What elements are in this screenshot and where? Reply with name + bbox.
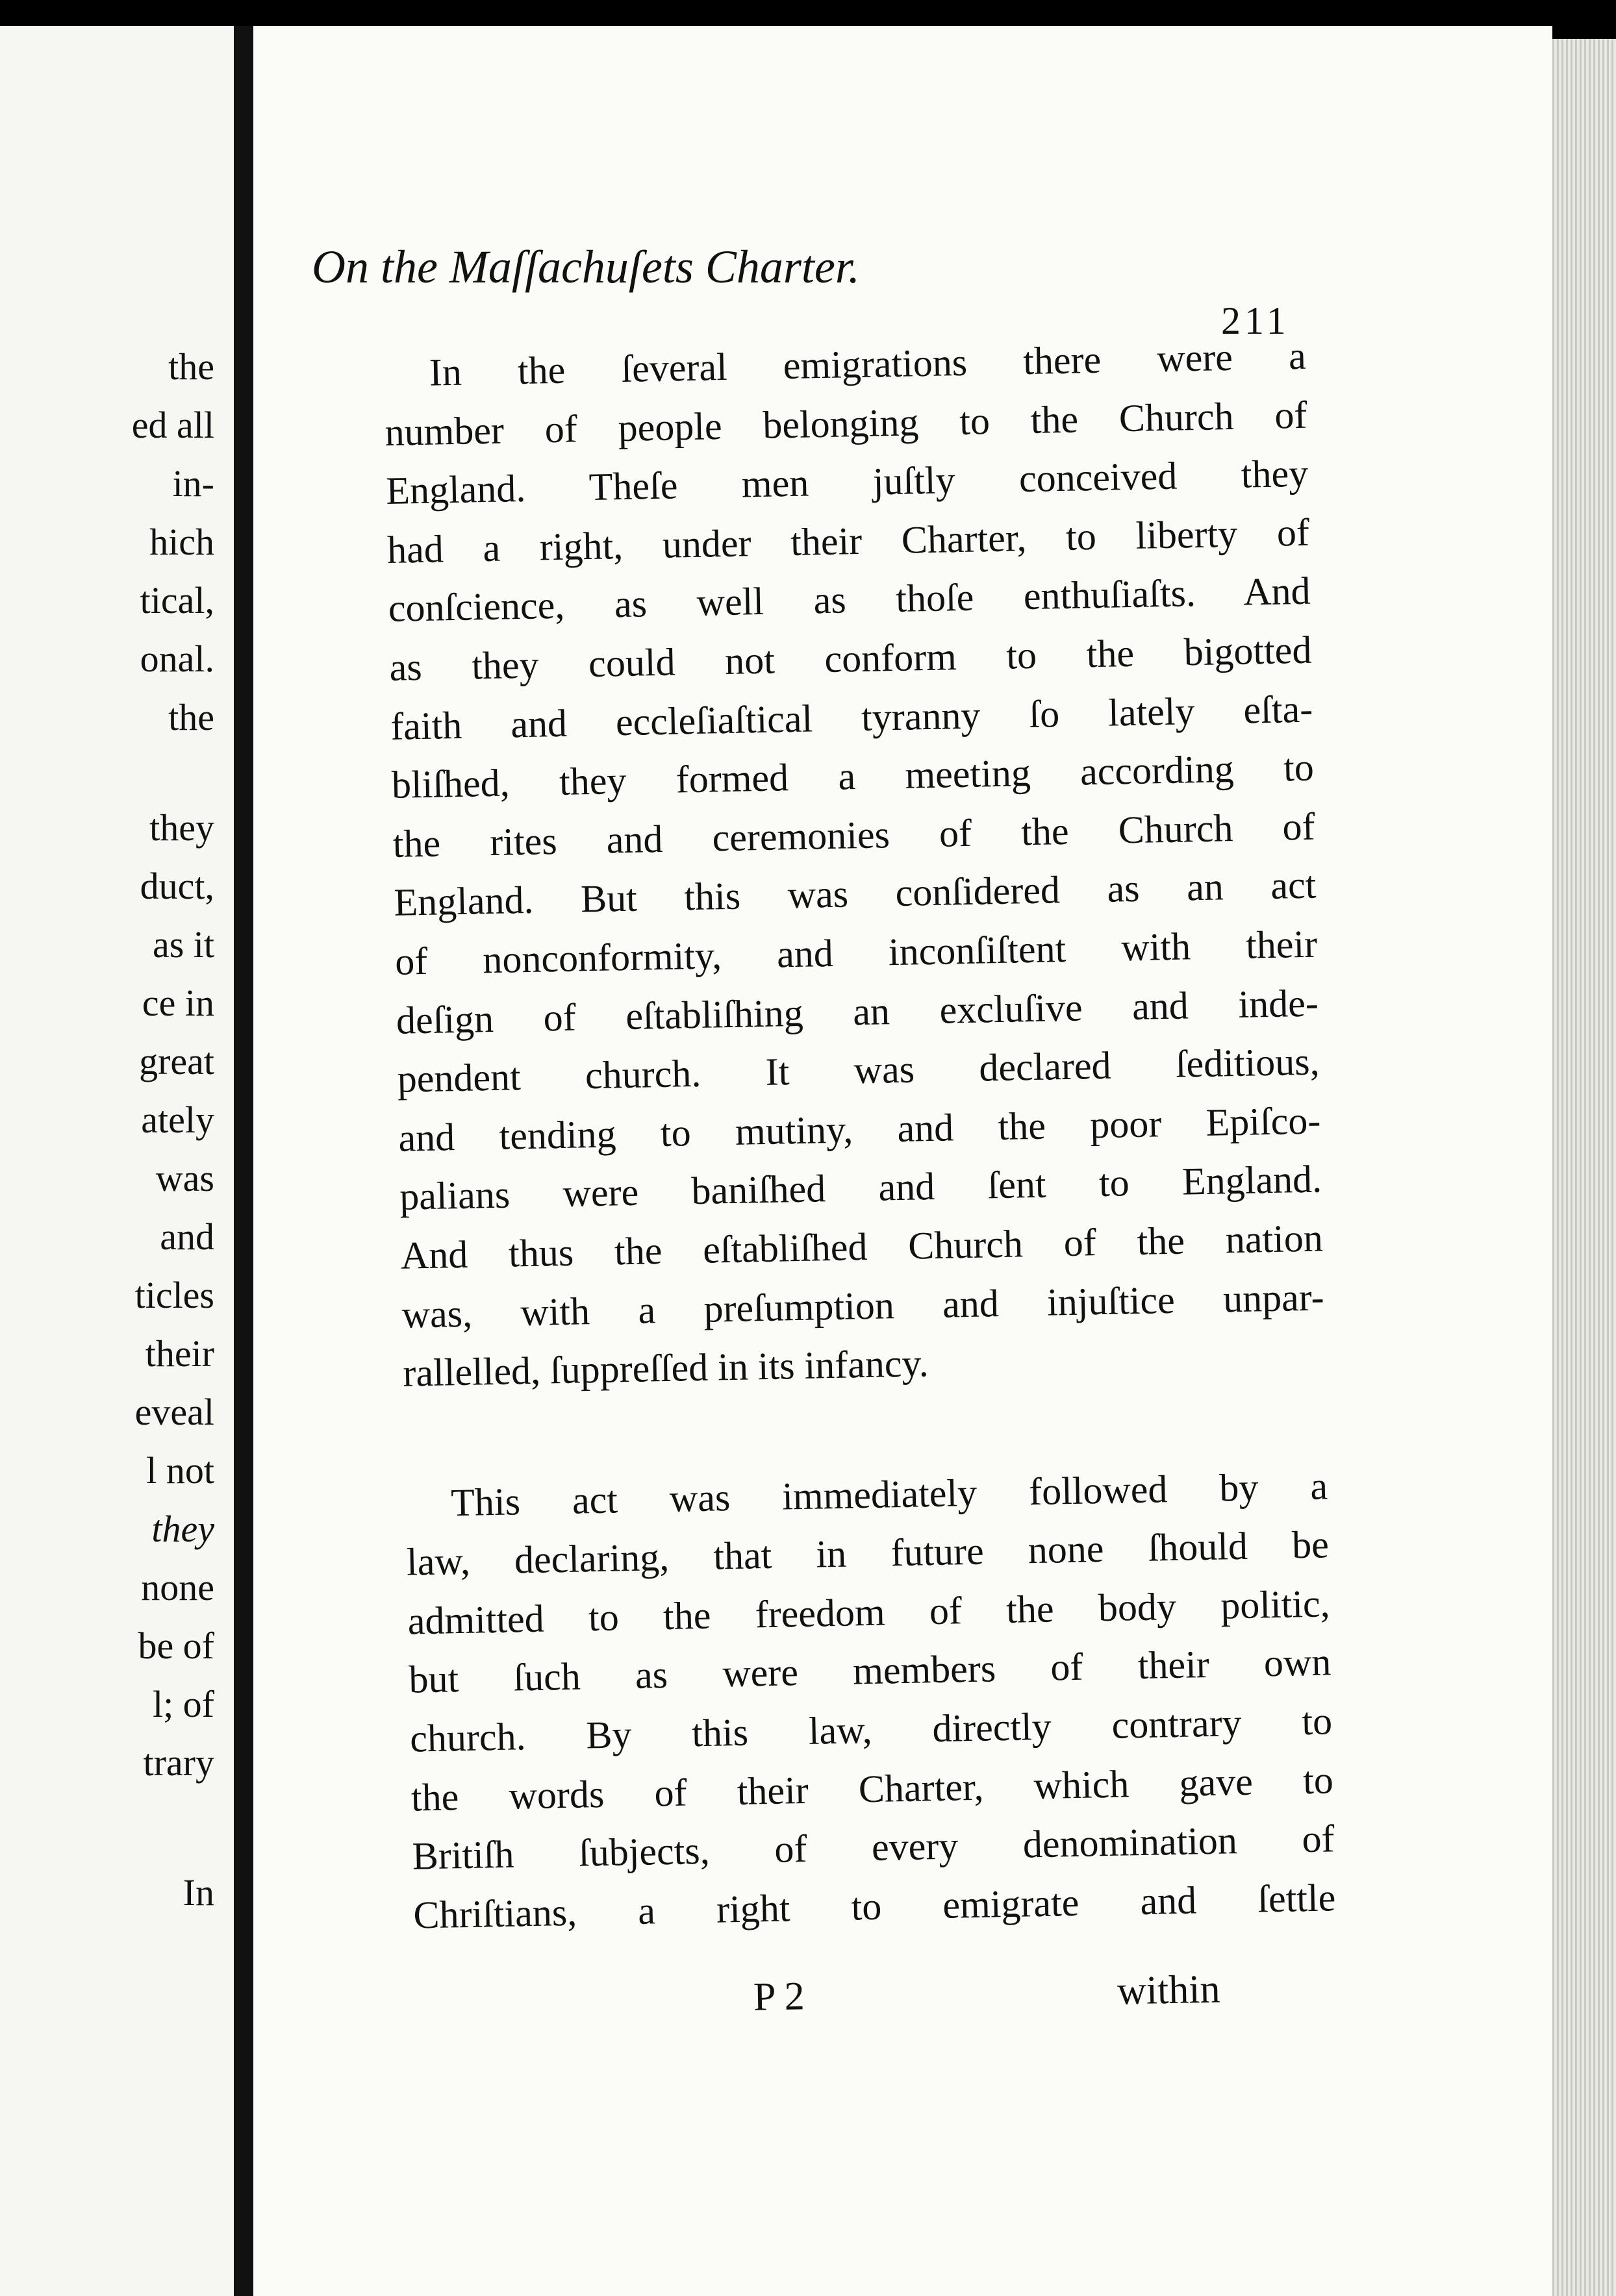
page-number: 211 [1221,299,1290,342]
text-line: faith and eccleſiaſtical tyranny ſo lately eſta- [390,687,1313,748]
left-fragment: hich [149,521,214,563]
text-line: and tending to mutiny, and the poor Epiſco- [398,1099,1321,1160]
left-fragment: the [168,345,214,388]
left-fragment: none [141,1566,214,1608]
left-fragment: duct, [140,865,214,907]
text-line: the words of their Charter, which gave to [410,1758,1334,1819]
text-line: England. But this was conſidered as an act [393,863,1317,925]
scan-border [0,0,1616,26]
paragraph-2 [405,1456,1336,1945]
text-line: England. Theſe men juſtly conceived they [385,451,1309,513]
catchword: within [1117,1967,1221,2014]
text-line: number of people belonging to the Church of [384,393,1307,454]
left-fragment: l; of [152,1683,214,1725]
left-fragment: be of [138,1625,214,1667]
left-fragment: and [160,1216,214,1258]
left-fragment: they [149,806,214,849]
text-line: This act was immediately followed by a [450,1464,1328,1525]
text-line: conſcience, as well as thoſe enthuſiaſts. And [388,569,1311,630]
page-edges [1552,39,1616,2296]
left-fragment: great [139,1040,214,1082]
left-fragment: their [145,1332,214,1375]
text-line: but ſuch as were members of their own [408,1640,1332,1702]
left-fragment: eveal [134,1391,214,1433]
left-fragment: as it [152,923,214,966]
left-fragment: ticles [134,1274,214,1316]
text-line: law, declaring, that in future none ſhould be [406,1523,1330,1584]
text-line: And thus the eſtabliſhed Church of the nation [400,1216,1324,1277]
text-line: Chriſtians, a right to emigrate and ſettle [412,1876,1336,1937]
text-line: bliſhed, they formed a meeting according to [391,745,1315,807]
text-line: In the ſeveral emigrations there were a [429,334,1307,394]
left-fragment: onal. [140,638,214,680]
body-text [383,327,1336,1945]
text-line: the rites and ceremonies of the Church of [392,805,1316,866]
running-head: On the Maſſachuſets Charter. [312,241,860,293]
paragraph-1 [383,327,1326,1403]
signature-mark: P 2 [753,1974,805,2019]
book-gutter [234,26,253,2296]
left-fragment: In [183,1871,214,1914]
left-fragment: ed all [131,404,214,446]
text-line: had a right, under their Charter, to liberty of [386,510,1310,571]
left-fragment: ately [141,1099,214,1141]
left-fragment: ce in [142,982,214,1024]
left-page-fragments [132,338,214,1922]
text-line: was, with a preſumption and injuſtice unpar- [401,1275,1325,1336]
text-line: as they could not conform to the bigotted [388,628,1312,689]
text-line: admitted to the freedom of the body politic, [407,1582,1331,1643]
text-line: Britiſh ſubjects, of every denomination of [412,1817,1335,1878]
text-line: of nonconformity, and inconſiſtent with their [394,922,1318,983]
left-fragment: trary [143,1741,214,1784]
left-fragment: in- [172,462,214,505]
text-line: pendent church. It was declared ſeditious, [397,1040,1320,1101]
text-line: deſign of eſtabliſhing an excluſive and inde- [396,981,1319,1042]
text-line: rallelled, ſuppreſſed in its infancy. [402,1341,929,1395]
left-fragment: was [155,1157,214,1199]
left-fragment: the [168,696,214,738]
text-line: church. By this law, directly contrary to [409,1699,1333,1760]
left-fragment: tical, [140,579,214,621]
left-page [0,26,234,2296]
text-line: palians were baniſhed and ſent to England. [399,1157,1322,1219]
left-fragment: l not [146,1449,214,1491]
left-fragment: they [151,1508,214,1550]
